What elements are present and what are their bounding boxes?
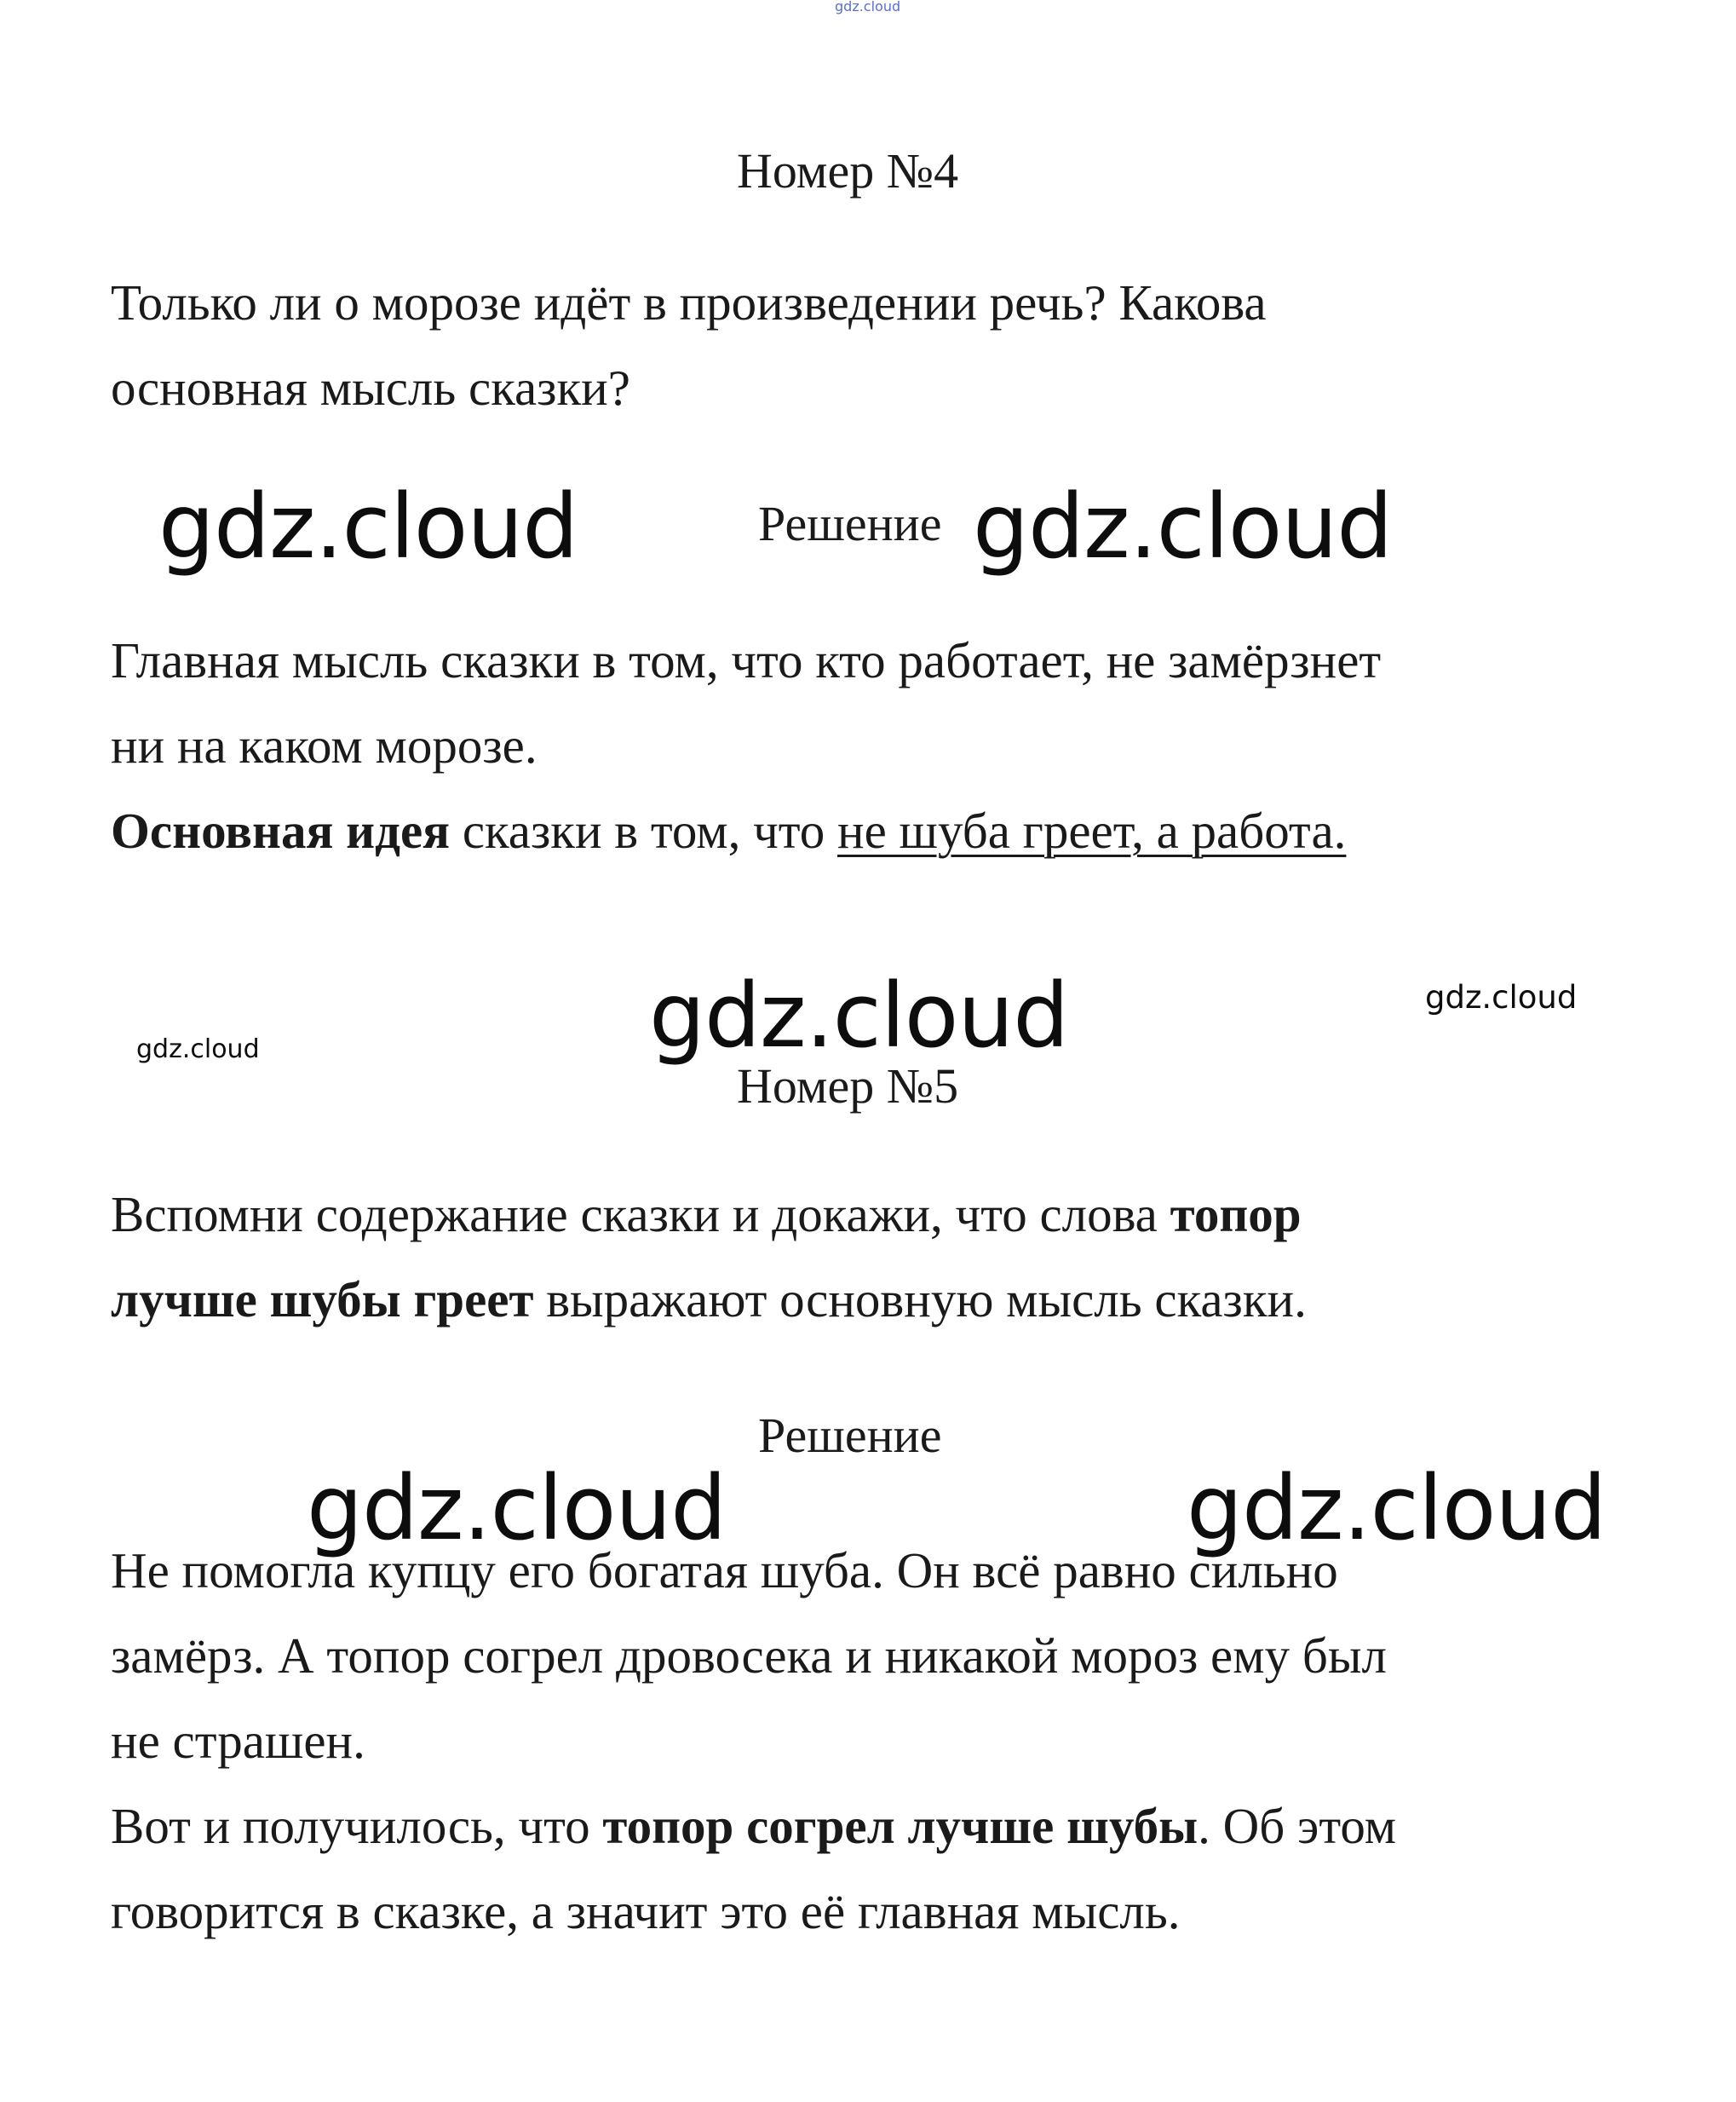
task5-question-bold-1: топор (1170, 1186, 1302, 1242)
task5-answer-line-4 (111, 1783, 1396, 1869)
task4-answer (111, 618, 1381, 873)
task5-answer (111, 1528, 1396, 1954)
task5-answer-plain-4: Вот и получилось, что (111, 1798, 603, 1854)
task4-answer-line-2: ни на каком морозе. (111, 717, 537, 774)
task5-heading: Номер №5 (737, 1058, 959, 1114)
task5-answer-line-1: Не помогла купцу его богатая шуба. Он всё равно сильно (111, 1542, 1338, 1598)
main-idea-underlined: не шуба греет, а работа. (837, 803, 1347, 859)
task4-answer-line-3 (111, 788, 1381, 873)
task5-question-line-2 (111, 1257, 1307, 1342)
watermark-task5-left: gdz.cloud (307, 1456, 727, 1560)
task5-question (111, 1172, 1307, 1342)
task5-answer-bold-4: топор согрел лучше шубы (602, 1798, 1199, 1854)
watermark-task5-right: gdz.cloud (1187, 1456, 1607, 1560)
task4-answer-line-1: Главная мысль сказки в том, что кто работает, не замёрзнет (111, 632, 1382, 688)
task5-question-bold-2: лучше шубы греет (111, 1271, 534, 1327)
main-idea-bold: Основная идея (111, 803, 451, 859)
watermark-top: gdz.cloud (835, 0, 901, 14)
task5-answer-end-4: . Об этом (1198, 1798, 1397, 1854)
task5-question-plain-2: выражают основную мысль сказки. (533, 1271, 1307, 1327)
watermark-left-small: gdz.cloud (136, 1034, 260, 1064)
watermark-task4-left: gdz.cloud (158, 475, 578, 579)
watermark-task4-right: gdz.cloud (973, 475, 1393, 579)
task5-question-plain-1: Вспомни содержание сказки и докажи, что слова (111, 1186, 1170, 1242)
task4-question-line-2: основная мысль сказки? (111, 360, 630, 416)
task4-heading: Номер №4 (737, 143, 959, 199)
task4-question-line-1: Только ли о морозе идёт в произведении речь? Какова (111, 274, 1267, 331)
watermark-center: gdz.cloud (649, 964, 1069, 1068)
task5-answer-line-2: замёрз. А топор согрел дровосека и никакой мороз ему был (111, 1627, 1387, 1684)
task5-answer-line-5: говорится в сказке, а значит это её главная мысль. (111, 1883, 1181, 1939)
main-idea-mid: сказки в том, что (450, 803, 838, 859)
task5-answer-line-3: не страшен. (111, 1713, 365, 1769)
task4-solution-label: Решение (758, 496, 942, 551)
task4-question (111, 260, 1267, 430)
task5-solution-label: Решение (758, 1408, 942, 1463)
task5-question-line-1 (111, 1172, 1307, 1257)
watermark-right-small: gdz.cloud (1425, 979, 1578, 1016)
